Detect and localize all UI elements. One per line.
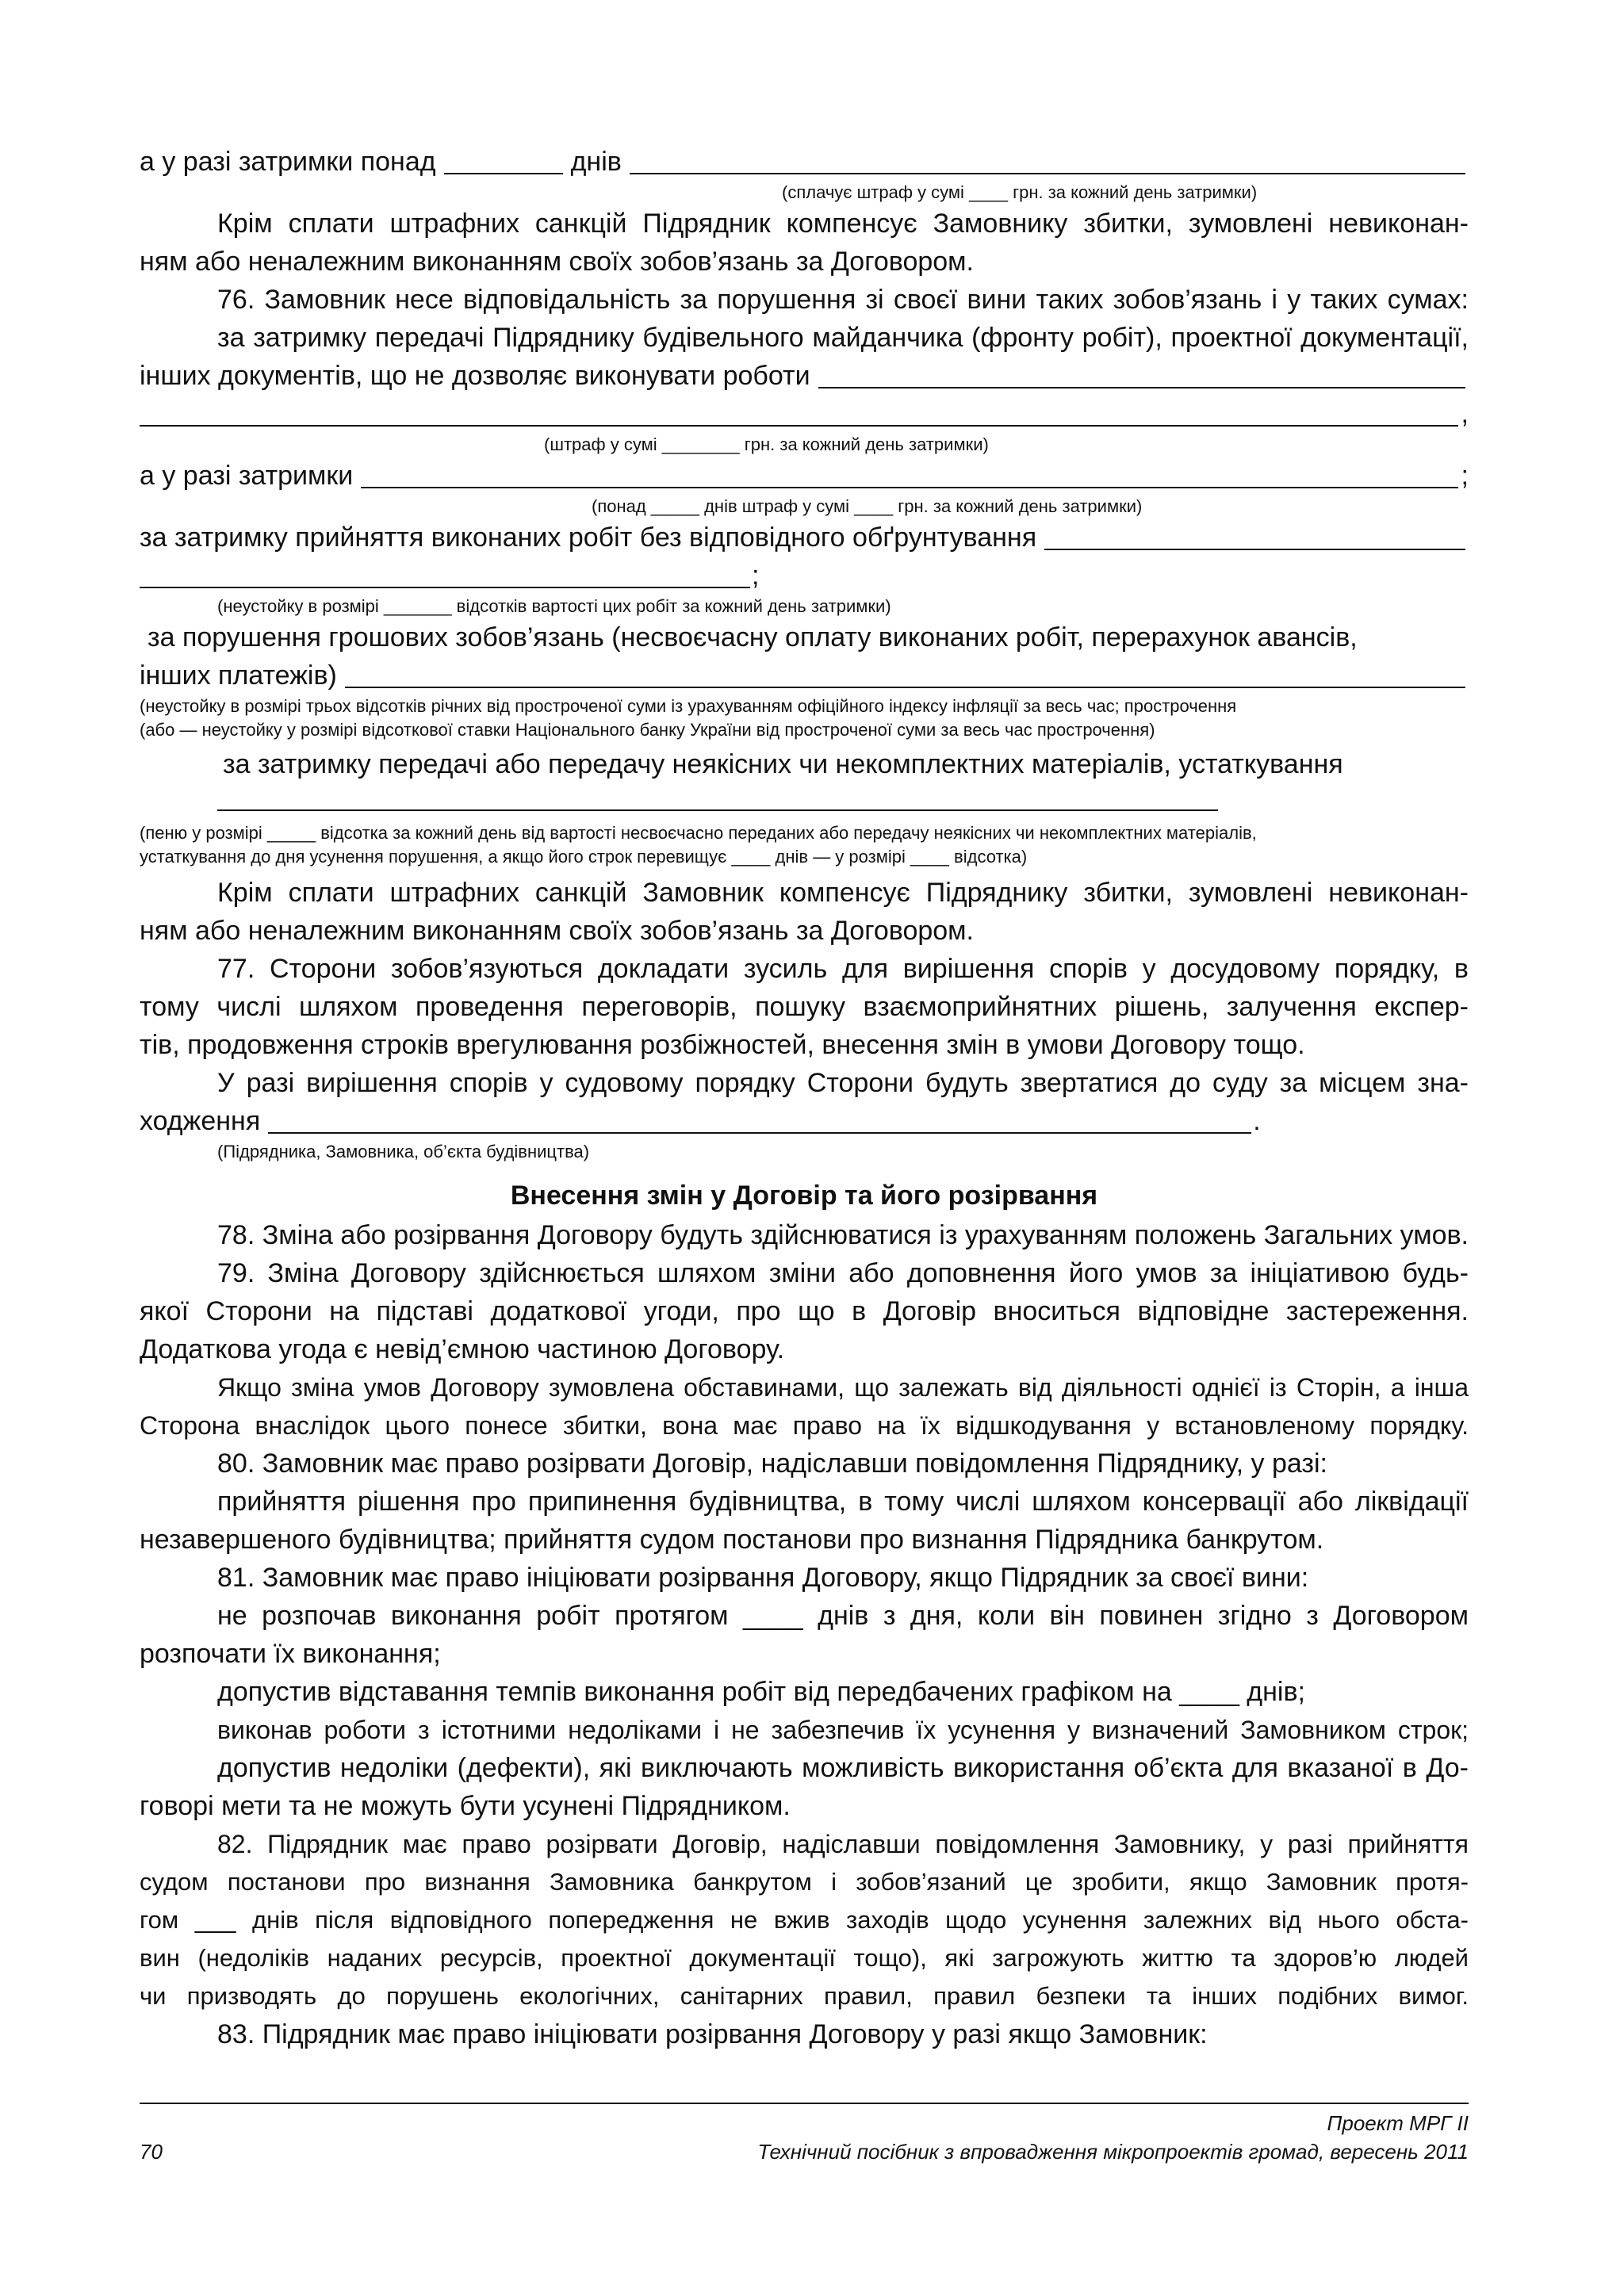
paragraph-line: 78. Зміна або розірвання Договору будуть здійснюватися із урахуванням положень Загальних умов. <box>217 1220 1469 1250</box>
footer-divider <box>140 2103 1469 2104</box>
blank-field <box>140 424 1458 427</box>
text: , <box>1461 399 1469 429</box>
text: а у разі затримки понад <box>140 147 436 177</box>
text: ; <box>752 561 760 591</box>
paragraph-line: прийняття рішення про припинення будівництва, в тому числі шляхом консервації або ліквідації <box>217 1487 1469 1517</box>
text: за затримку прийняття виконаних робіт без відповідного обґрунтування <box>140 522 1037 553</box>
paragraph-line: гом ___ днів після відповідного попередження не вжив заходів щодо усунення залежних від нього обста- <box>140 1906 1469 1934</box>
blank-field <box>630 172 1465 174</box>
page-footer <box>140 2109 1469 2166</box>
paragraph-line: 83. Підрядник має право ініціювати розірвання Договору у разі якщо Замовник: <box>217 2019 1208 2049</box>
paragraph-line: Сторона внаслідок цього понесе збитки, вона має право на їх відшкодування у встановленому порядку. <box>140 1411 1469 1440</box>
caption: устаткування до дня усунення порушення, а якщо його строк перевищує ____ днів — у розмірі ____ відсотка) <box>140 847 1028 867</box>
paragraph-line: 81. Замовник має право ініціювати розірвання Договору, якщо Підрядник за своєї вини: <box>217 1563 1309 1593</box>
footer-project: Проект МРГ ІІ <box>1327 2111 1469 2135</box>
blank-field <box>217 809 1218 811</box>
caption: (або — неустойку у розмірі відсоткової ставки Національного банку України від простроченої суми за весь час прострочення) <box>140 720 1155 740</box>
paragraph-line: тому числі шляхом проведення переговорів, пошуку взаємоприйнятних рішень, залучення експер- <box>140 992 1469 1022</box>
blank-field <box>1044 548 1465 550</box>
paragraph-line <box>140 656 1469 695</box>
page-number: 70 <box>140 2140 163 2164</box>
blank-line <box>140 395 1469 433</box>
blank-line <box>140 783 1469 821</box>
delay-clause-line <box>140 143 1469 181</box>
text: інших документів, що не дозволяє виконувати роботи <box>140 361 810 391</box>
paragraph-line: тів, продовження строків врегулювання розбіжностей, внесення змін в умови Договору тощо. <box>140 1030 1305 1060</box>
paragraph-line: Крім сплати штрафних санкцій Підрядник компенсує Замовнику збитки, зумовлені невиконан- <box>217 209 1469 239</box>
text: інших платежів) <box>140 660 337 691</box>
blank-field <box>268 1131 1251 1134</box>
blank-field <box>345 686 1465 688</box>
blank-field <box>361 486 1457 488</box>
paragraph-line <box>140 457 1469 495</box>
paragraph-line: 77. Сторони зобов’язуються докладати зусиль для вирішення спорів у досудовому порядку, в <box>217 954 1469 984</box>
caption: (неустойку в розмірі трьох відсотків річних від простроченої суми із урахуванням офіційного індексу інфляції за весь час; прострочення <box>140 696 1237 716</box>
caption: (пеню у розмірі _____ відсотка за кожний день від вартості несвоєчасно переданих або передачу неякісних чи некомплектних матеріалів, <box>140 823 1257 843</box>
paragraph-line: виконав роботи з істотними недоліками і не забезпечив їх усунення у визначений Замовником строк; <box>217 1716 1469 1744</box>
section-heading: Внесення змін у Договір та його розірвання <box>510 1181 1098 1211</box>
blank-field <box>818 386 1465 388</box>
paragraph-line <box>140 357 1469 395</box>
document-body <box>140 143 1469 2053</box>
blank-field <box>140 586 750 588</box>
paragraph-line: судом постанови про визнання Замовника банкрутом і зобов’язаний це зробити, якщо Замовник протя- <box>140 1868 1469 1896</box>
caption: (неустойку в розмірі _______ відсотків вартості цих робіт за кожний день затримки) <box>217 596 891 616</box>
text: ; <box>1461 461 1469 491</box>
paragraph-line: чи призводять до порушень екологічних, санітарних правил, правил безпеки та інших подібних вимог. <box>140 1982 1469 2010</box>
paragraph-line: Крім сплати штрафних санкцій Замовник компенсує Підряднику збитки, зумовлені невиконан- <box>217 878 1469 908</box>
blank-field <box>444 172 563 174</box>
paragraph-line: 76. Замовник несе відповідальність за порушення зі своєї вини таких зобов’язань і у таких сумах: <box>217 285 1469 315</box>
paragraph-line: ням або неналежним виконанням своїх зобов’язань за Договором. <box>140 916 975 946</box>
paragraph-line: якої Сторони на підставі додаткової угоди, про що в Договір вноситься відповідне застереження. <box>140 1296 1469 1326</box>
text: днів <box>570 147 622 177</box>
paragraph-line: незавершеного будівництва; прийняття судом постанови про визнання Підрядника банкрутом. <box>140 1525 1324 1555</box>
paragraph-line: не розпочав виконання робіт протягом ____ днів з дня, коли він повинен згідно з Договором <box>217 1601 1469 1631</box>
paragraph-line: Якщо зміна умов Договору зумовлена обставинами, що залежать від діяльності однієї із Сторін, а інша <box>217 1373 1469 1402</box>
paragraph-line: за порушення грошових зобов’язань (несвоєчасну оплату виконаних робіт, перерахунок авансів, <box>147 622 1358 652</box>
text: ходження <box>140 1106 261 1136</box>
footer-publication: Технічний посібник з впровадження мікропроектів громад, вересень 2011 <box>757 2140 1469 2164</box>
caption: (понад _____ днів штраф у сумі ____ грн. за кожний день затримки) <box>592 496 1143 516</box>
paragraph-line: ням або неналежним виконанням своїх зобов’язань за Договором. <box>140 247 975 277</box>
paragraph-line: вин (недоліків наданих ресурсів, проектної документації тощо), які загрожують життю та здоров’ю людей <box>140 1944 1469 1972</box>
caption: (штраф у сумі ________ грн. за кожний день затримки) <box>544 434 989 454</box>
paragraph-line: У разі вирішення спорів у судовому порядку Сторони будуть звертатися до суду за місцем зна- <box>217 1068 1469 1098</box>
caption: (сплачує штраф у сумі ____ грн. за кожний день затримки) <box>782 182 1258 202</box>
paragraph-line: за затримку передачі Підряднику будівельного майданчика (фронту робіт), проектної документації, <box>217 323 1469 353</box>
paragraph-line: Додаткова угода є невід’ємною частиною Договору. <box>140 1334 785 1364</box>
paragraph-line: допустив недоліки (дефекти), які виключають можливість використання об’єкта для вказаної в До- <box>217 1753 1469 1783</box>
paragraph-line <box>140 519 1469 557</box>
paragraph-line: 82. Підрядник має право розірвати Договір, надіславши повідомлення Замовнику, у разі прийняття <box>217 1830 1469 1858</box>
paragraph-line: розпочати їх виконання; <box>140 1639 441 1669</box>
paragraph-line: 80. Замовник має право розірвати Договір, надіславши повідомлення Підряднику, у разі: <box>217 1448 1327 1479</box>
text: . <box>1253 1106 1261 1136</box>
paragraph-line: за затримку передачі або передачу неякісних чи некомплектних матеріалів, устаткування <box>223 749 1343 779</box>
text: а у разі затримки <box>140 461 354 491</box>
paragraph-line: допустив відставання темпів виконання робіт від передбачених графіком на ____ днів; <box>217 1677 1305 1707</box>
paragraph-line <box>140 1102 1469 1140</box>
caption: (Підрядника, Замовника, об’єкта будівництва) <box>217 1142 590 1161</box>
paragraph-line: говорі мети та не можуть бути усунені Підрядником. <box>140 1791 791 1821</box>
blank-line <box>140 557 1469 595</box>
paragraph-line: 79. Зміна Договору здійснюється шляхом зміни або доповнення його умов за ініціативою будь- <box>217 1258 1469 1288</box>
